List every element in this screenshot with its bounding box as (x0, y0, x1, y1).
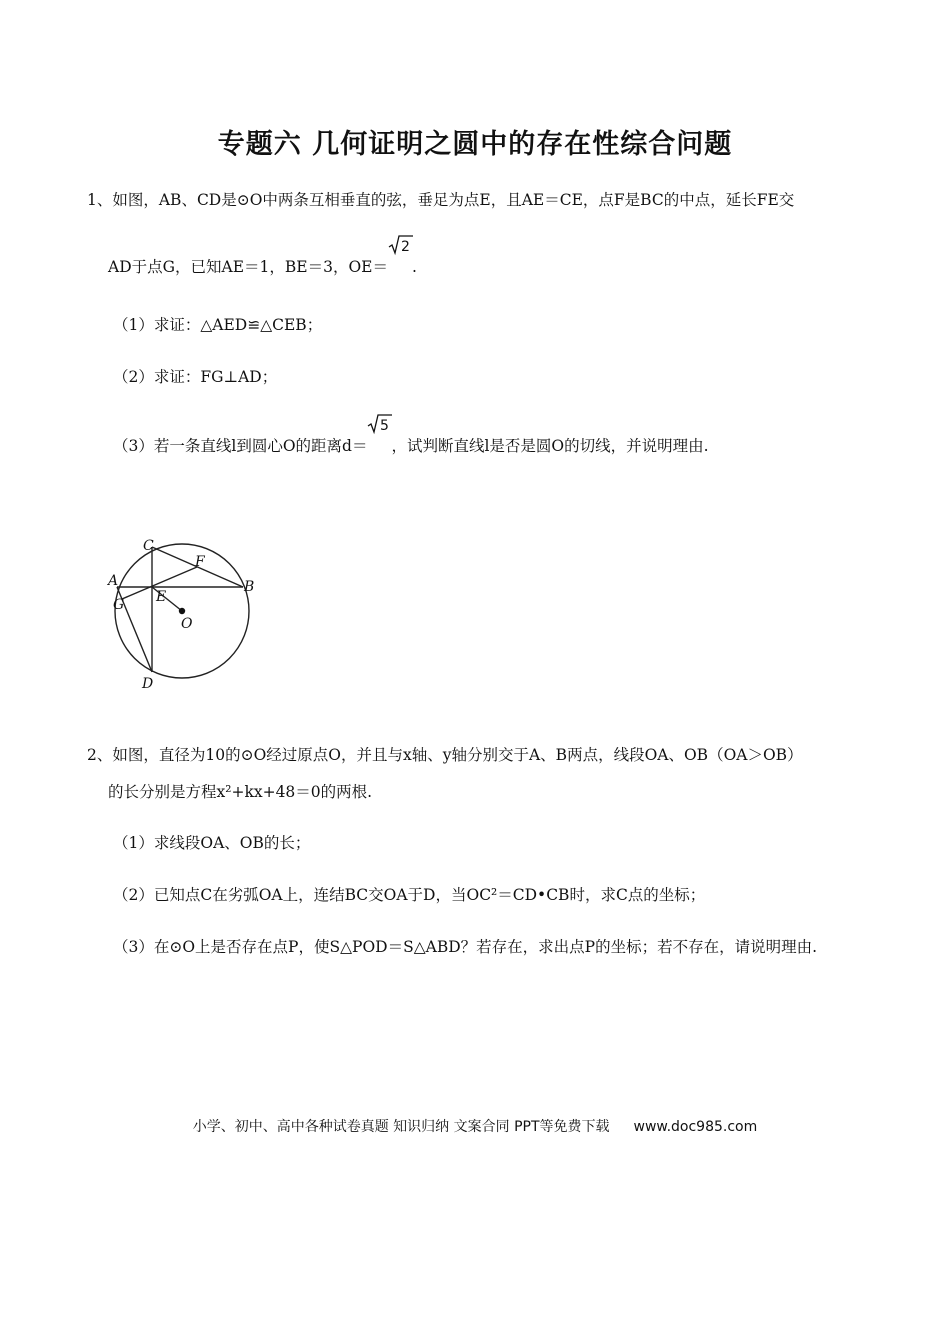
problem2-q3: （3）在⊙O上是否存在点P，使S△POD＝S△ABD？若存在，求出点P的坐标；若不存在，请说明理由. (113, 938, 817, 956)
page-title: 专题六 几何证明之圆中的存在性综合问题 (217, 129, 733, 160)
label-f: F (195, 554, 205, 570)
sqrt-5 (367, 418, 391, 451)
problem1-line2-suffix: . (411, 258, 417, 276)
problem2-line1: 2、如图，直径为10的⊙O经过原点O，并且与x轴、y轴分别交于A、B两点，线段OA、OB（OA＞OB） (87, 746, 803, 764)
label-a: A (108, 573, 119, 589)
problem1-q2: （2）求证：FG⊥AD； (113, 368, 278, 386)
problem1-q1: （1）求证：△AED≌△CEB； (113, 316, 323, 334)
problem1-q3 (113, 418, 709, 456)
label-c: C (143, 538, 154, 554)
sqrt-5-radicand: 5 (380, 418, 390, 434)
footer-text: 小学、初中、高中各种试卷真题 知识归纳 文案合同 PPT等免费下载 (192, 1119, 610, 1135)
problem2-line2: 的长分别是方程x²+kx+48＝0的两根. (108, 783, 373, 801)
problem1-line1: 1、如图，AB、CD是⊙O中两条互相垂直的弦，垂足为点E，且AE＝CE，点F是BC的中点，延长FE交 (87, 191, 795, 209)
center-point-o (179, 608, 185, 614)
problem1-q3-suffix: ，试判断直线l是否是圆O的切线，并说明理由. (391, 437, 709, 455)
problem2-q1: （1）求线段OA、OB的长； (113, 834, 311, 852)
label-e: E (156, 589, 167, 605)
problem1-q3-prefix: （3）若一条直线l到圆心O的距离d＝ (113, 437, 368, 455)
problem1-line2 (108, 239, 417, 277)
sqrt-2 (388, 239, 412, 272)
sqrt-2-radicand: 2 (400, 239, 410, 255)
problem2-q2: （2）已知点C在劣弧OA上，连结BC交OA于D，当OC²＝CD•CB时，求C点的坐标； (113, 886, 706, 904)
footer-url[interactable]: www.doc985.com (633, 1119, 758, 1135)
label-d: D (142, 676, 154, 692)
label-b: B (244, 579, 255, 595)
problem1-figure (100, 530, 270, 695)
label-o: O (181, 616, 193, 632)
problem1-line2-prefix: AD于点G，已知AE＝1，BE＝3，OE＝ (108, 258, 388, 276)
footer (0, 1116, 950, 1136)
label-g: G (113, 597, 125, 613)
